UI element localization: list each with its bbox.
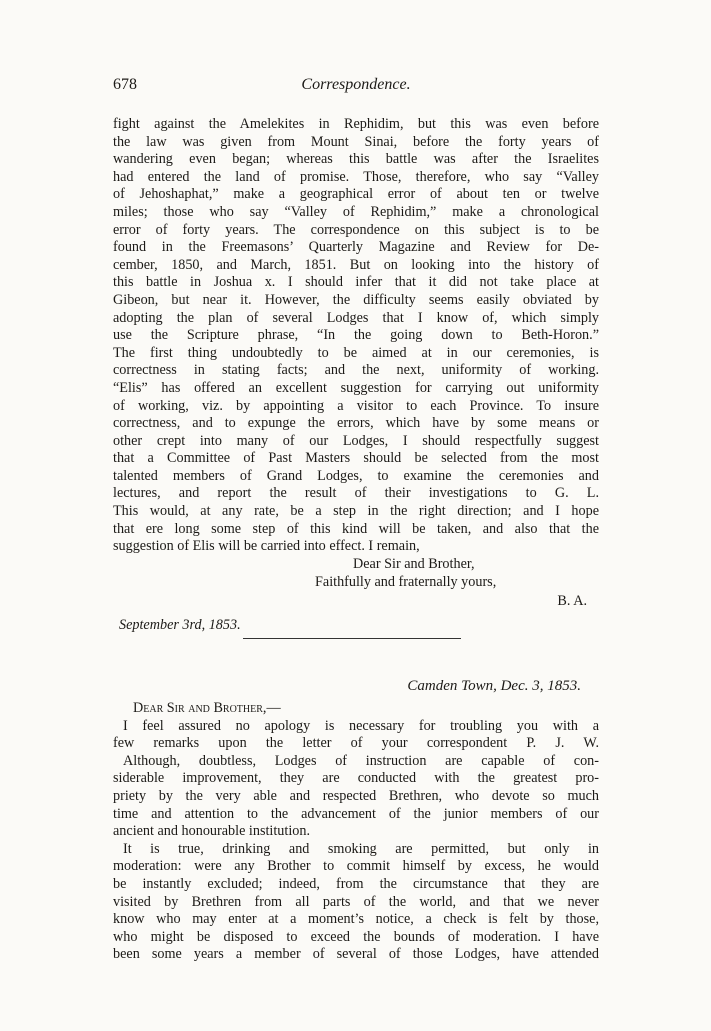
text-line: I feel assured no apology is necessary for troubling you with a (123, 717, 599, 734)
text-line: who might be disposed to exceed the bounds of moderation. I have (113, 928, 599, 945)
text-line: correctness in stating facts; and the next, uniformity of working. (113, 362, 599, 379)
letter-1-body (113, 116, 599, 635)
text-line: priety by the very able and respected Brethren, who devote so much (113, 787, 599, 804)
text-line: suggestion of Elis will be carried into effect. I remain, (113, 538, 420, 555)
letter-date: September 3rd, 1853. (119, 617, 241, 634)
text-line: fight against the Amelekites in Rephidim, but this was even before (113, 116, 599, 132)
text-line: adopting the plan of several Lodges that I know of, which simply (113, 309, 599, 326)
text-line: wandering even began; whereas this battle was after the Israelites (113, 151, 599, 168)
text-line: few remarks upon the letter of your correspondent P. J. W. (113, 735, 599, 752)
text-line: the law was given from Mount Sinai, before the forty years of (113, 133, 599, 150)
section-divider (243, 638, 461, 639)
text-line: This would, at any rate, be a step in the right direction; and I hope (113, 503, 599, 520)
letter-2-body (113, 678, 599, 964)
page-header (113, 76, 599, 100)
text-line: of Jehoshaphat,” make a geographical error of about ten or twelve (113, 186, 599, 203)
text-line: talented members of Grand Lodges, to examine the ceremonies and (113, 467, 599, 484)
text-line: error of forty years. The correspondence on this subject is to be (113, 221, 599, 238)
text-line: miles; those who say “Valley of Rephidim,” make a chronological (113, 203, 599, 220)
text-line: siderable improvement, they are conducted with the greatest pro- (113, 770, 599, 787)
running-title: Correspondence. (301, 76, 411, 93)
letter-salutation: Dear Sir and Brother,— (133, 700, 281, 716)
text-line: Gibeon, but near it. However, the difficulty seems easily obviated by (113, 291, 599, 308)
text-line: this battle in Joshua x. I should infer that it did not take place at (113, 274, 599, 291)
closing-valediction: Faithfully and fraternally yours, (315, 574, 497, 591)
text-line: moderation: were any Brother to commit himself by excess, he would (113, 858, 599, 875)
text-line: visited by Brethren from all parts of the world, and that we never (113, 893, 599, 910)
text-line: Although, doubtless, Lodges of instruction are capable of con- (123, 752, 599, 769)
text-line: cember, 1850, and March, 1851. But on looking into the history of (113, 256, 599, 273)
signature: B. A. (557, 592, 587, 609)
page-number: 678 (113, 76, 137, 93)
letter-2-place-date: Camden Town, Dec. 3, 1853. (407, 678, 581, 694)
text-line: that ere long some step of this kind will be taken, and also that the (113, 520, 599, 537)
closing-salutation: Dear Sir and Brother, (353, 555, 475, 572)
text-line: lectures, and report the result of their investigations to G. L. (113, 485, 599, 502)
text-line: ancient and honourable institution. (113, 823, 311, 840)
text-line: It is true, drinking and smoking are permitted, but only in (123, 840, 599, 857)
text-line: had entered the land of promise. Those, therefore, who say “Valley (113, 168, 599, 185)
text-line: know who may enter at a moment’s notice, a check is felt by those, (113, 911, 599, 928)
text-line: correctness, and to expunge the errors, which have by some means or (113, 415, 599, 432)
text-line: The first thing undoubtedly to be aimed at in our ceremonies, is (113, 344, 599, 361)
text-line: that a Committee of Past Masters should be selected from the most (113, 450, 599, 467)
text-line: found in the Freemasons’ Quarterly Magazine and Review for De- (113, 239, 599, 256)
text-line: use the Scripture phrase, “In the going down to Beth-Horon.” (113, 327, 599, 344)
text-line: other crept into many of our Lodges, I should respectfully suggest (113, 432, 599, 449)
text-line: be instantly excluded; indeed, from the circumstance that they are (113, 875, 599, 892)
text-line: “Elis” has offered an excellent suggestion for carrying out uniformity (113, 379, 599, 396)
text-line: of working, viz. by appointing a visitor to each Province. To insure (113, 397, 599, 414)
text-line: been some years a member of several of those Lodges, have attended (113, 946, 599, 963)
text-line: time and attention to the advancement of the junior members of our (113, 805, 599, 822)
